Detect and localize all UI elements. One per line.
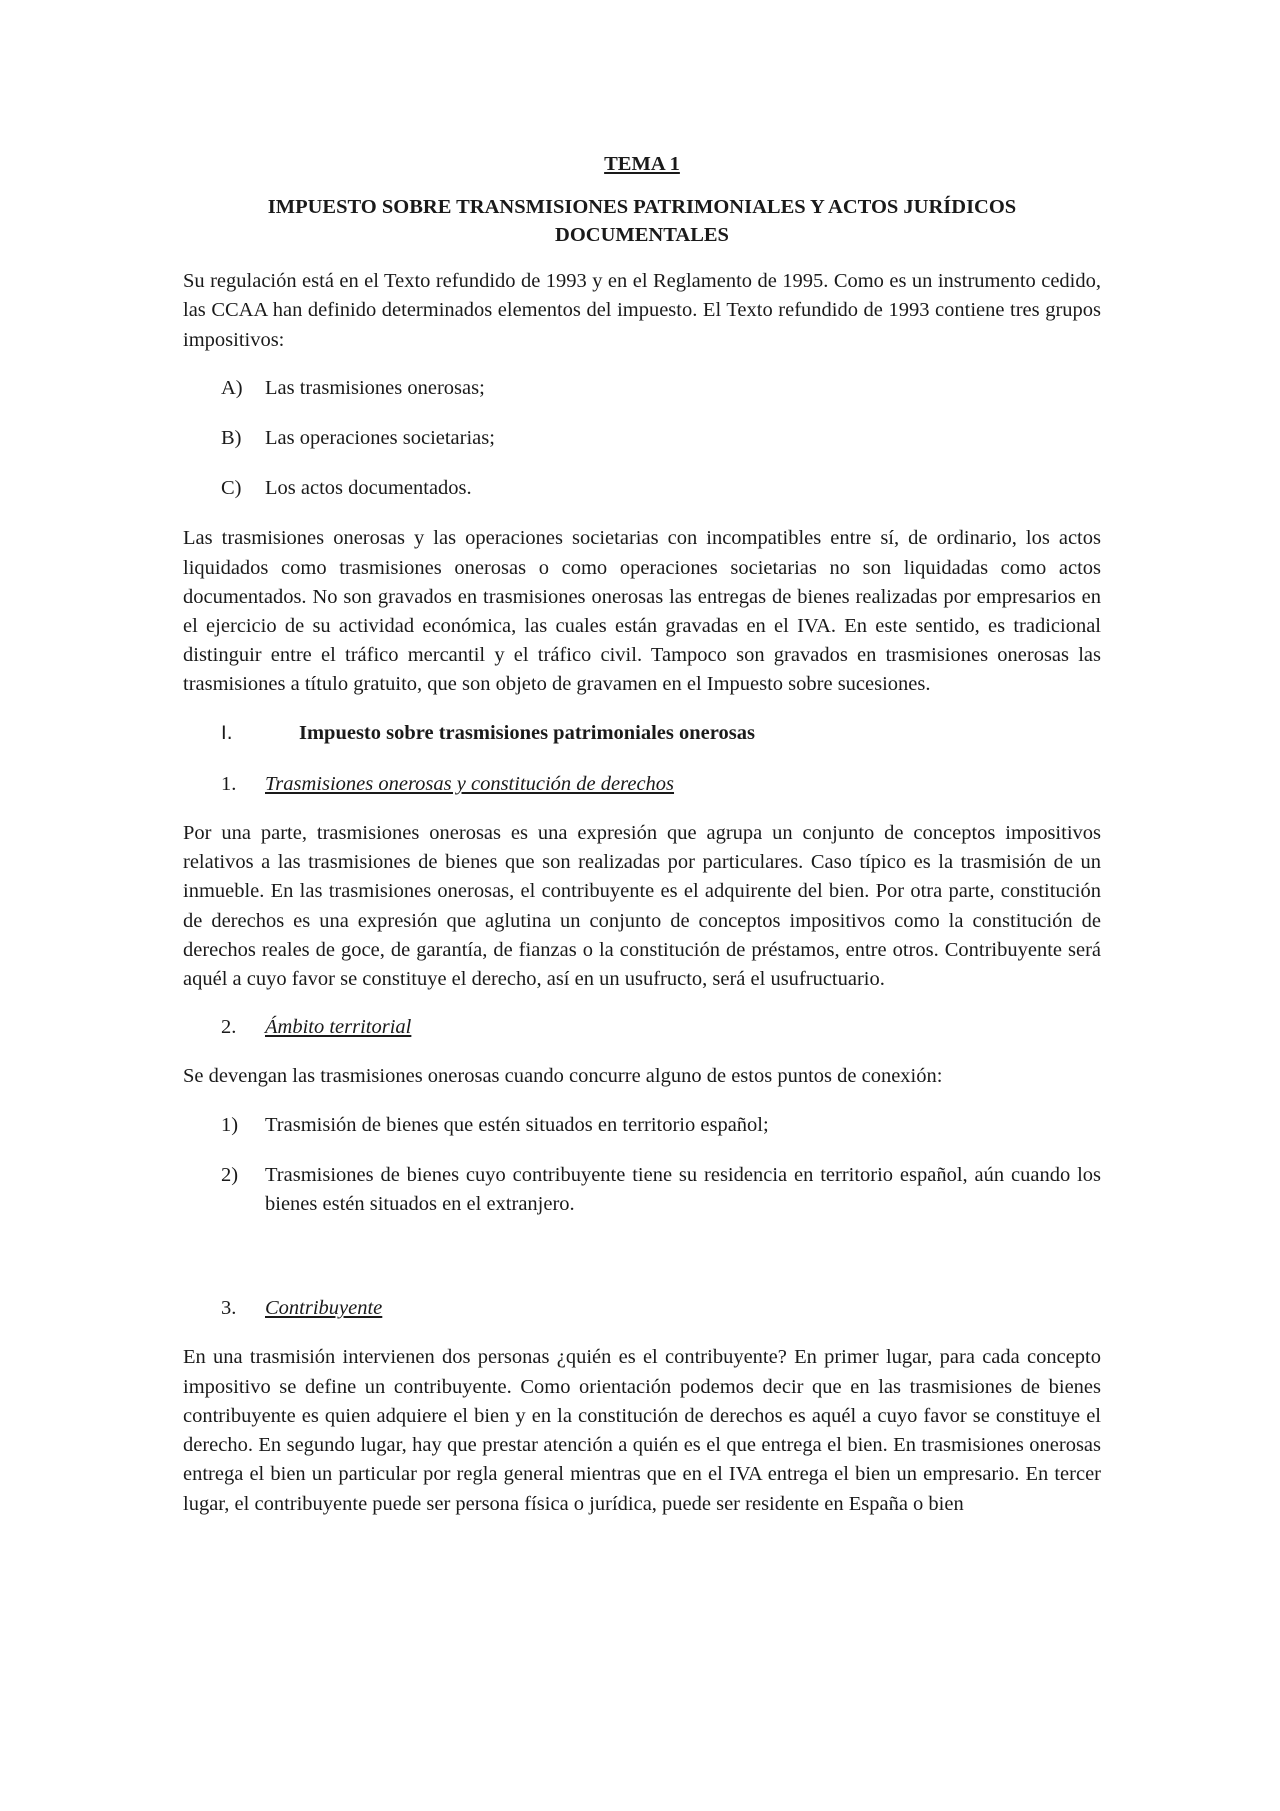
- list-marker: 1): [221, 1113, 239, 1136]
- list-marker: B): [221, 427, 242, 450]
- intro-paragraph: Su regulación está en el Texto refundido de 1993 y en el Reglamento de 1995. Como es un instrumento cedido, las CCAA han definido determinados elementos del impuesto. El Texto refundido de 1993 contiene tres grupos impositivos:: [183, 270, 1101, 351]
- list-marker: 2): [221, 1163, 239, 1186]
- blank-spacer: [183, 1240, 1101, 1294]
- section-marker: I.: [221, 721, 233, 744]
- paragraph-onerosas: Por una parte, trasmisiones onerosas es una expresión que agrupa un conjunto de conceptos impositivos relativos a las trasmisiones de bienes que son realizadas por particulares. Caso típico es la trasmisión de un inmueble. En las trasmisiones onerosas, el contribuyente es el adquirente del bien. Por otra parte, constitución de derechos es una expresión que aglutina un conjunto de conceptos impositivos como la constitución de derechos reales de goce, de garantía, de fianzas o la constitución de préstamos, entre otros. Contribuyente será aquél a cuyo favor se constituye el derecho, así en un usufructo, será el usufructuario.: [183, 822, 1101, 991]
- subsection-title: Ámbito territorial: [265, 1016, 412, 1039]
- section-title: Impuesto sobre trasmisiones patrimoniales onerosas: [299, 721, 755, 744]
- subsection-title: Contribuyente: [265, 1297, 383, 1320]
- subsection-heading: [183, 770, 1101, 799]
- list-text: Los actos documentados.: [265, 477, 472, 500]
- list-marker: A): [221, 376, 243, 399]
- doc-title: TEMA 1: [604, 153, 680, 175]
- paragraph-contribuyente: En una trasmisión intervienen dos personas ¿quién es el contribuyente? En primer lugar, para cada concepto impositivo se define un contribuyente. Como orientación podemos decir que en las trasmisiones de bienes contribuyente es quien adquiere el bien y en la constitución de derechos es aquél a cuyo favor se constituye el derecho. En segundo lugar, hay que prestar atención a quién es el que entrega el bien. En trasmisiones onerosas entrega el bien un particular por regla general mientras que en el IVA entrega el bien un empresario. En tercer lugar, el contribuyente puede ser persona física o jurídica, puede ser residente en España o bien: [183, 1346, 1101, 1515]
- document-body: [183, 150, 1101, 1538]
- subsection-marker: 2.: [221, 1016, 237, 1039]
- list-item: [183, 1111, 1101, 1140]
- list-text: Trasmisiones de bienes cuyo contribuyente tiene su residencia en territorio español, aún cuando los bienes estén situados en el extranjero.: [265, 1163, 1101, 1216]
- list-text: Las operaciones societarias;: [265, 427, 495, 450]
- doc-subtitle: IMPUESTO SOBRE TRANSMISIONES PATRIMONIALES Y ACTOS JURÍDICOS DOCUMENTALES: [267, 196, 1017, 247]
- list-item: [183, 374, 1101, 403]
- subsection-marker: 1.: [221, 772, 237, 795]
- subsection-heading: [183, 1013, 1101, 1042]
- subsection-marker: 3.: [221, 1297, 237, 1320]
- list-item: [183, 474, 1101, 503]
- list-item: [183, 1161, 1101, 1219]
- section-heading: [183, 719, 1101, 748]
- list-item: [183, 424, 1101, 453]
- paragraph-incompatibility: Las trasmisiones onerosas y las operaciones societarias con incompatibles entre sí, de ordinario, los actos liquidados como trasmisiones onerosas o como operaciones societarias no son liquidadas como actos documentados. No son gravados en trasmisiones onerosas las entregas de bienes realizadas por empresarios en el ejercicio de su actividad económica, las cuales están gravadas en el IVA. En este sentido, es tradicional distinguir entre el tráfico mercantil y el tráfico civil. Tampoco son gravados en trasmisiones onerosas las trasmisiones a título gratuito, que son objeto de gravamen en el Impuesto sobre sucesiones.: [183, 527, 1101, 696]
- list-text: Trasmisión de bienes que estén situados en territorio español;: [265, 1113, 769, 1136]
- subsection-heading: [183, 1294, 1101, 1323]
- list-text: Las trasmisiones onerosas;: [265, 376, 485, 399]
- subsection-title: Trasmisiones onerosas y constitución de derechos: [265, 772, 675, 795]
- list-marker: C): [221, 477, 242, 500]
- paragraph-devengo: Se devengan las trasmisiones onerosas cuando concurre alguno de estos puntos de conexión:: [183, 1065, 943, 1088]
